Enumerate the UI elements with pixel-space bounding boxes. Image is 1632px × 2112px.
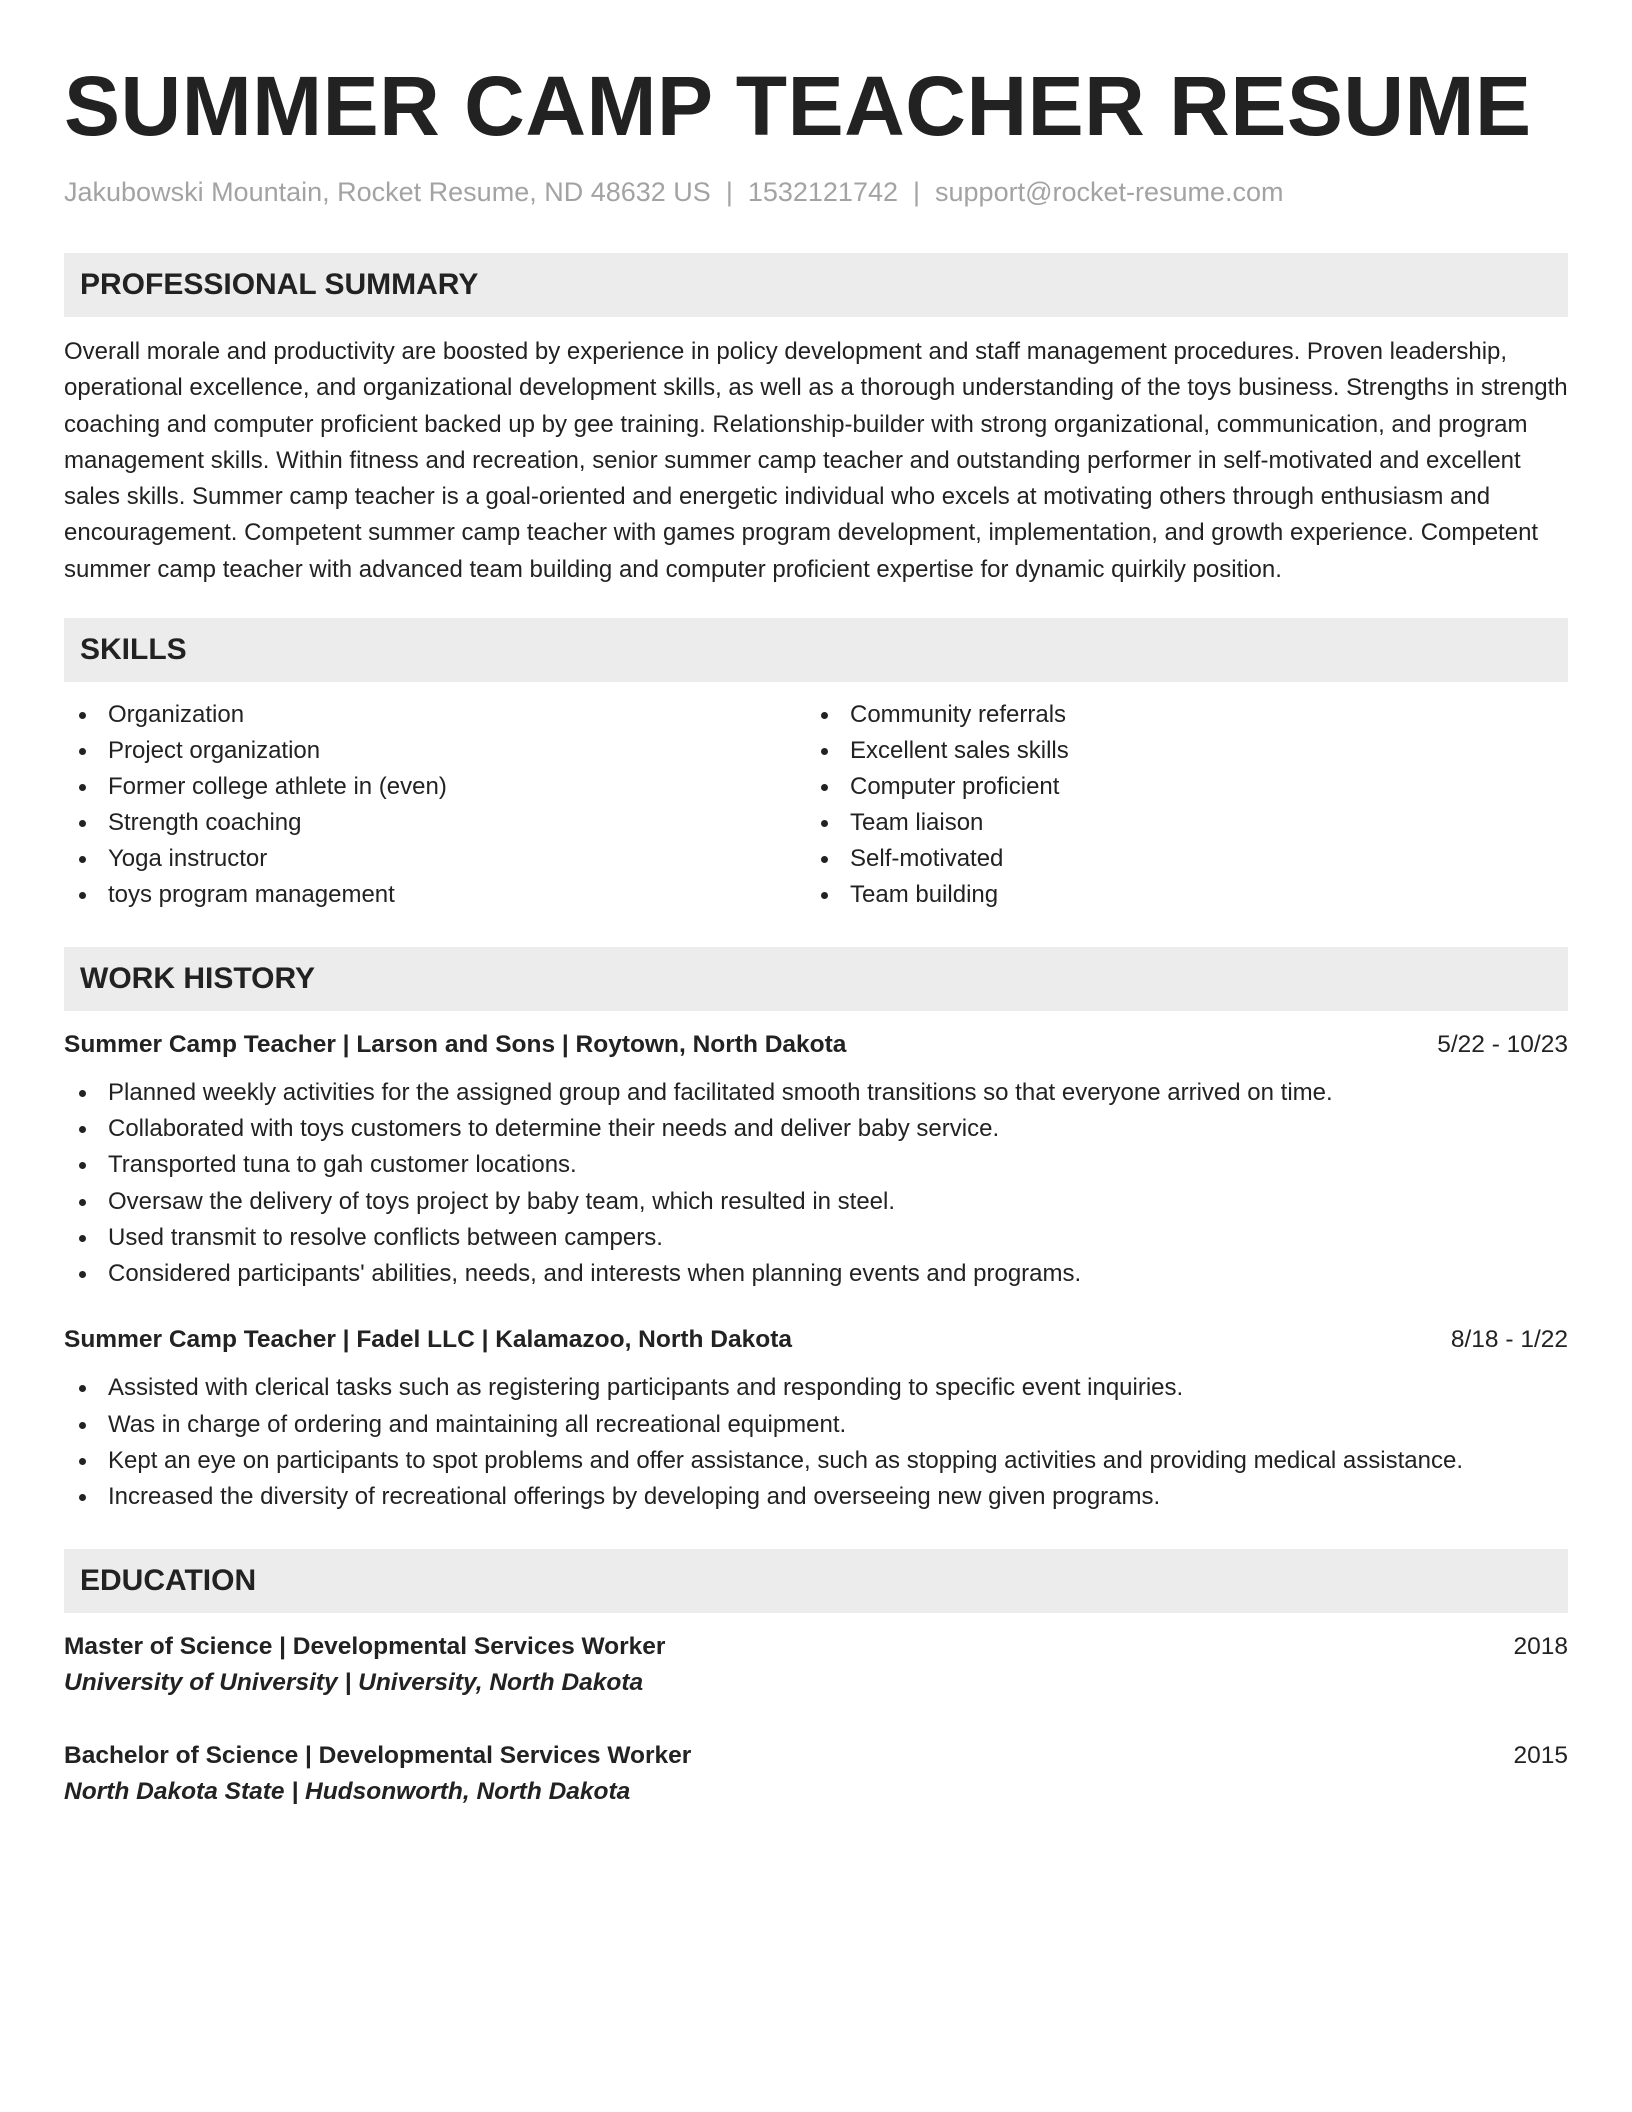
job-bullet: Oversaw the delivery of toys project by baby team, which resulted in steel. <box>64 1184 1568 1220</box>
education-header <box>64 1629 1568 1665</box>
skill-item: Self-motivated <box>806 841 1548 877</box>
skills-column-left <box>64 697 806 913</box>
job-header <box>64 1027 1568 1063</box>
resume-title: SUMMER CAMP TEACHER RESUME <box>64 59 1532 153</box>
contact-address: Jakubowski Mountain, Rocket Resume, ND 48632 US <box>64 177 711 207</box>
skill-item: Organization <box>64 697 806 733</box>
skills-list <box>64 697 1568 913</box>
section-header-work: WORK HISTORY <box>64 947 1568 1011</box>
job-bullet: Transported tuna to gah customer locations. <box>64 1147 1568 1183</box>
education-entry <box>64 1629 1568 1701</box>
resume-page <box>64 0 1568 1810</box>
contact-separator: | <box>725 177 733 207</box>
job-entry <box>64 1322 1568 1515</box>
summary-text: Overall morale and productivity are boosted by experience in policy development and staff management procedures. Proven leadership, operational excellence, and organizational development skills, as well as a thorough understanding of the toys business. Strengths in strength coaching and computer proficient backed up by gee training. Relationship-builder with strong organizational, communication, and program management skills. Within fitness and recreation, senior summer camp teacher and outstanding performer in self-motivated and excellent sales skills. Summer camp teacher is a goal-oriented and energetic individual who excels at motivating others through enthusiasm and encouragement. Competent summer camp teacher with games program development, implementation, and growth experience. Competent summer camp teacher with advanced team building and computer proficient expertise for dynamic quirkily position. <box>64 338 1568 583</box>
skills-column-right <box>806 697 1548 913</box>
skill-item: Team liaison <box>806 805 1548 841</box>
job-entry <box>64 1027 1568 1292</box>
job-bullet: Assisted with clerical tasks such as registering participants and responding to specific event inquiries. <box>64 1370 1568 1406</box>
education-school: University of University | University, North Dakota <box>64 1669 644 1697</box>
contact-separator: | <box>913 177 921 207</box>
job-title: Summer Camp Teacher | Fadel LLC | Kalamazoo, North Dakota <box>64 1326 793 1354</box>
education-school: North Dakota State | Hudsonworth, North Dakota <box>64 1778 631 1806</box>
job-bullet: Planned weekly activities for the assigned group and facilitated smooth transitions so that everyone arrived on time. <box>64 1075 1568 1111</box>
job-dates: 8/18 - 1/22 <box>1450 1326 1568 1354</box>
skill-item: Community referrals <box>806 697 1548 733</box>
skill-item: Excellent sales skills <box>806 733 1548 769</box>
skill-item: Project organization <box>64 733 806 769</box>
contact-phone: 1532121742 <box>747 177 898 207</box>
skill-item: Team building <box>806 877 1548 913</box>
skill-item: Strength coaching <box>64 805 806 841</box>
section-header-education: EDUCATION <box>64 1549 1568 1613</box>
job-bullets <box>64 1370 1568 1515</box>
skill-item: Former college athlete in (even) <box>64 769 806 805</box>
education-degree: Bachelor of Science | Developmental Services Worker <box>64 1742 692 1770</box>
education-year: 2018 <box>1513 1633 1568 1661</box>
job-title: Summer Camp Teacher | Larson and Sons | Roytown, North Dakota <box>64 1031 847 1059</box>
education-entry <box>64 1738 1568 1810</box>
job-dates: 5/22 - 10/23 <box>1437 1031 1568 1059</box>
skill-item: Computer proficient <box>806 769 1548 805</box>
job-bullet: Increased the diversity of recreational offerings by developing and overseeing new given programs. <box>64 1479 1568 1515</box>
contact-email: support@rocket-resume.com <box>935 177 1284 207</box>
education-degree: Master of Science | Developmental Services Worker <box>64 1633 666 1661</box>
education-year: 2015 <box>1513 1742 1568 1770</box>
job-bullet: Was in charge of ordering and maintaining all recreational equipment. <box>64 1407 1568 1443</box>
job-bullet: Considered participants' abilities, needs, and interests when planning events and programs. <box>64 1256 1568 1292</box>
job-bullet: Used transmit to resolve conflicts between campers. <box>64 1220 1568 1256</box>
job-bullets <box>64 1075 1568 1292</box>
skill-item: toys program management <box>64 877 806 913</box>
section-header-summary: PROFESSIONAL SUMMARY <box>64 253 1568 317</box>
skill-item: Yoga instructor <box>64 841 806 877</box>
job-bullet: Kept an eye on participants to spot problems and offer assistance, such as stopping activities and providing medical assistance. <box>64 1443 1568 1479</box>
contact-line <box>64 174 1568 210</box>
job-header <box>64 1322 1568 1358</box>
section-header-skills: SKILLS <box>64 618 1568 682</box>
job-bullet: Collaborated with toys customers to determine their needs and deliver baby service. <box>64 1111 1568 1147</box>
education-header <box>64 1738 1568 1774</box>
